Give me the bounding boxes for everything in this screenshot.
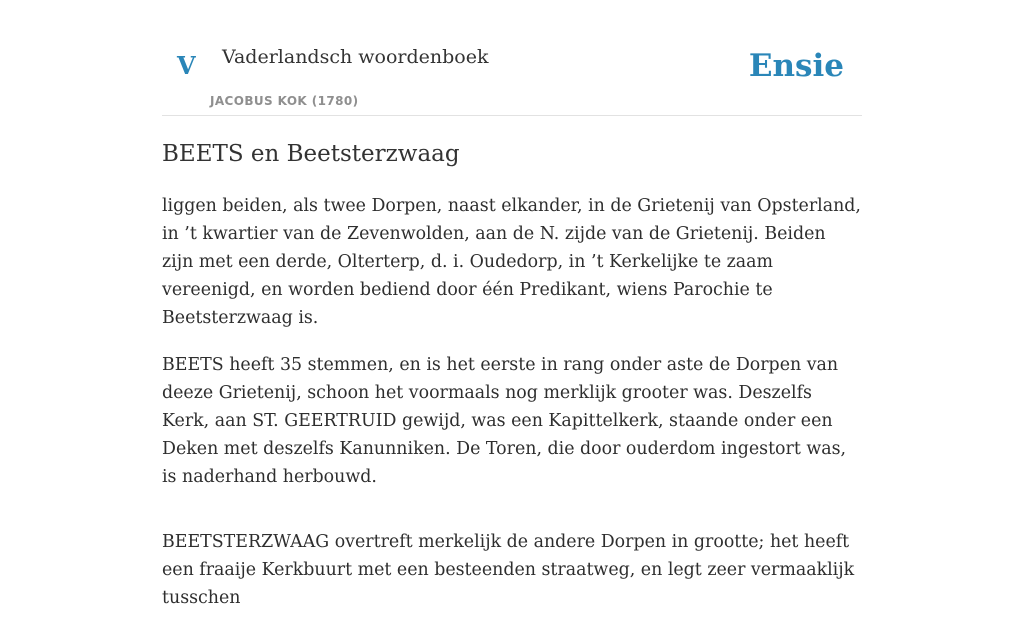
entry-body: [162, 192, 862, 631]
entry-paragraph: BEETS heeft 35 stemmen, en is het eerste in rang onder aste de Dorpen van deeze Grietenij, schoon het voormaals nog merklijk grooter was. Deszelfs Kerk, aan ST. GEERTRUID gewijd, was een Kapittelkerk, staande onder een Deken met deszelfs Kanunniken. De Toren, die door ouderdom ingestort was, is naderhand herbouwd.: [162, 355, 847, 487]
book-header: [162, 0, 862, 116]
ensie-logo-link[interactable]: Ensie: [748, 48, 844, 84]
entry-title: BEETS en Beetsterzwaag: [162, 141, 460, 167]
entry-paragraph: liggen beiden, als twee Dorpen, naast elkander, in de Grietenij van Opsterland, in ’t kwartier van de Zevenwolden, aan de N. zijde van de Grietenij. Beiden zijn met een derde, Olterterp, d. i. Oudedorp, in ’t Kerkelijke te zaam vereenigd, en worden bediend door één Predikant, wiens Parochie te Beetsterzwaag is.: [162, 196, 861, 328]
page-container: [162, 0, 862, 608]
book-title[interactable]: Vaderlandsch woordenboek: [222, 46, 489, 68]
book-logo-letter: V: [177, 51, 196, 80]
entry-paragraph: BEETSTERZWAAG overtreft merkelijk de andere Dorpen in grootte; het heeft een fraaije Kerkbuurt met een besteenden straatweg, en legt zeer vermaaklijk tusschen: [162, 532, 855, 608]
book-author: JACOBUS KOK (1780): [210, 94, 359, 108]
